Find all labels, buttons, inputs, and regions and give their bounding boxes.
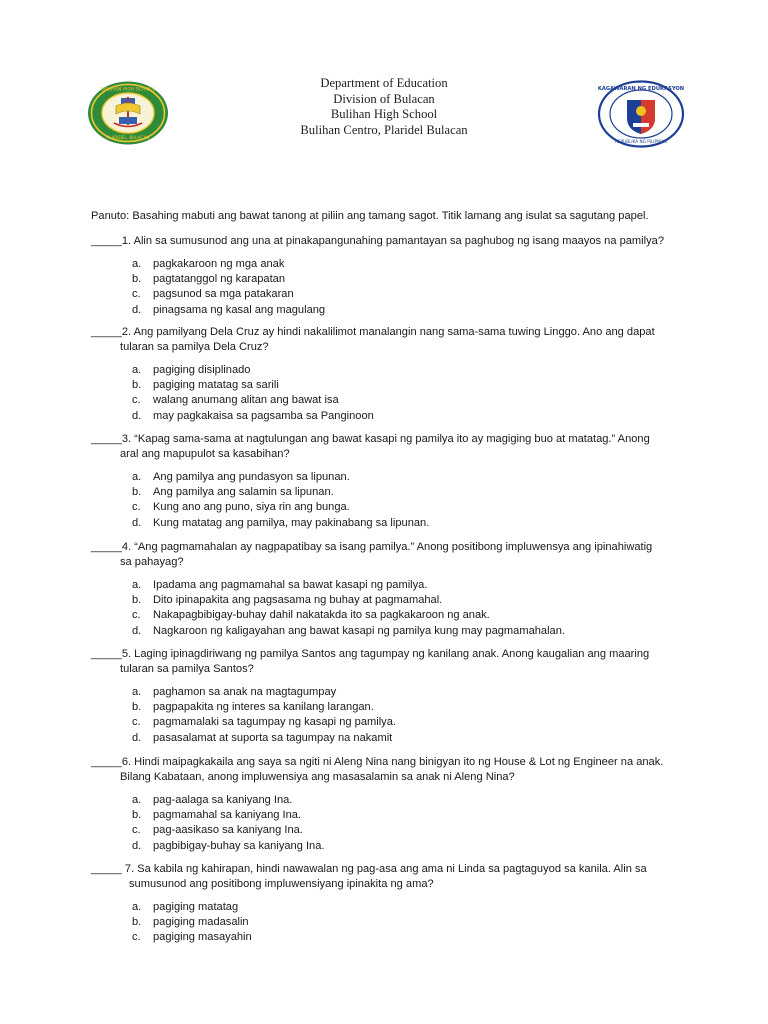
- question-text-continued: tularan sa pamilya Santos?: [120, 663, 254, 675]
- question-6: [91, 755, 691, 854]
- svg-text:BULIHAN HIGH SCHOOL: BULIHAN HIGH SCHOOL: [100, 87, 156, 93]
- choice-letter: c.: [132, 824, 141, 837]
- choice-c: [132, 608, 691, 623]
- choice-text: pasasalamat at suporta sa tagumpay na nakamit: [153, 731, 393, 744]
- choice-list: [132, 578, 691, 639]
- header-school: Bulihan High School: [330, 107, 438, 121]
- choice-text: Ang pamilya ang salamin sa lipunan.: [153, 486, 334, 499]
- deped-seal-icon: [597, 80, 685, 148]
- choice-letter: a.: [132, 258, 142, 270]
- question-text-continued: Bilang Kabataan, anong impluwensiya ang masasalamin sa anak ni Aleng Nina?: [120, 771, 515, 783]
- choice-text: pinagsama ng kasal ang magulang: [153, 303, 326, 316]
- choice-letter: b.: [132, 809, 142, 822]
- choice-b: [132, 808, 691, 823]
- question-text-continued: aral ang mapupulot sa kasabihan?: [120, 448, 290, 460]
- svg-text:KAGAWARAN NG EDUKASYON: KAGAWARAN NG EDUKASYON: [597, 86, 685, 92]
- choice-letter: c.: [132, 716, 141, 729]
- choice-c: [132, 500, 691, 515]
- question-text: _____ 7. Sa kabila ng kahirapan, hindi nawawalan ng pag-asa ang ama ni Linda sa pagtaguyod sa kanila. Alin sa: [91, 863, 647, 875]
- question-2: [91, 325, 691, 424]
- choice-letter: a.: [132, 901, 142, 913]
- choice-list: [132, 685, 691, 746]
- choice-a: [132, 685, 691, 700]
- choice-letter: d.: [132, 731, 142, 744]
- choice-b: [132, 700, 691, 715]
- question-1: [91, 234, 691, 318]
- choice-letter: b.: [132, 486, 142, 499]
- choice-a: [132, 900, 691, 915]
- choice-letter: a.: [132, 471, 142, 483]
- choice-text: pagbibigay-buhay sa kaniyang Ina.: [153, 839, 325, 852]
- choice-letter: a.: [132, 794, 142, 806]
- choice-letter: c.: [132, 501, 141, 514]
- choice-text: Ang pamilya ang pundasyon sa lipunan.: [153, 471, 350, 483]
- choice-letter: b.: [132, 273, 142, 286]
- choice-text: Kung matatag ang pamilya, may pakinabang sa lipunan.: [153, 516, 430, 529]
- choice-c: [132, 930, 691, 945]
- choice-text: pag-aalaga sa kaniyang Ina.: [153, 794, 293, 806]
- choice-b: [132, 485, 691, 500]
- choice-text: pagpapakita ng interes sa kanilang larangan.: [153, 701, 374, 714]
- question-text-continued: sa pahayag?: [120, 556, 184, 568]
- choice-letter: b.: [132, 379, 142, 392]
- question-text-continued: sumusunod ang positibong impluwensiyang ipinakita ng ama?: [129, 878, 434, 890]
- choice-text: pagiging matatag: [153, 901, 239, 913]
- instructions: Panuto: Basahing mabuti ang bawat tanong at piliin ang tamang sagot. Titik lamang ang isulat sa sagutang papel.: [91, 210, 649, 222]
- choice-a: [132, 363, 691, 378]
- choice-text: pagsunod sa mga patakaran: [153, 288, 294, 301]
- choice-a: [132, 793, 691, 808]
- question-text: _____4. “Ang pagmamahalan ay nagpapatibay sa isang pamilya.” Anong positibong impluwensya ang ipinahiwatig: [91, 541, 653, 553]
- choice-d: [132, 303, 691, 318]
- question-7: [91, 862, 691, 946]
- choice-text: Nagkaroon ng kaligayahan ang bawat kasapi ng pamilya kung may pagmamahalan.: [153, 624, 565, 637]
- question-5: [91, 647, 691, 746]
- header-address: Bulihan Centro, Plaridel Bulacan: [300, 122, 468, 137]
- choice-b: [132, 593, 691, 608]
- choice-letter: c.: [132, 394, 141, 407]
- question-text: _____3. “Kapag sama-sama at nagtulungan ang bawat kasapi ng pamilya ito ay magiging buo at matatag.” Anong: [91, 433, 650, 445]
- choice-a: [132, 470, 691, 485]
- question-text: _____2. Ang pamilyang Dela Cruz ay hindi nakalilimot manalangin nang sama-sama tuwing Linggo. Ano ang dapat: [91, 326, 655, 338]
- choice-text: may pagkakaisa sa pagsamba sa Panginoon: [153, 409, 374, 422]
- choice-list: [132, 470, 691, 531]
- choice-text: pagtatanggol ng karapatan: [153, 273, 286, 286]
- choice-letter: c.: [132, 931, 141, 944]
- choice-c: [132, 823, 691, 838]
- choice-list: [132, 900, 691, 946]
- choice-letter: d.: [132, 409, 142, 422]
- choice-text: walang anumang alitan ang bawat isa: [153, 394, 339, 407]
- choice-text: pagiging disiplinado: [153, 364, 251, 376]
- choice-d: [132, 409, 691, 424]
- choice-a: [132, 257, 691, 272]
- svg-text:PLARIDEL, BULACAN: PLARIDEL, BULACAN: [106, 135, 150, 140]
- header-division: Division of Bulacan: [333, 91, 435, 106]
- choice-letter: d.: [132, 839, 142, 852]
- header-department: Department of Education: [320, 76, 448, 90]
- choice-text: pagmamalaki sa tagumpay ng kasapi ng pamilya.: [153, 716, 396, 729]
- choice-letter: a.: [132, 364, 142, 376]
- choice-text: pagmamahal sa kaniyang Ina.: [153, 809, 302, 822]
- choice-letter: c.: [132, 288, 141, 301]
- choice-text: Dito ipinapakita ang pagsasama ng buhay at pagmamahal.: [153, 594, 443, 607]
- choice-list: [132, 257, 691, 318]
- choice-text: Nakapagbibigay-buhay dahil nakatakda ito sa pagkakaroon ng anak.: [153, 609, 490, 622]
- choice-letter: b.: [132, 701, 142, 714]
- choice-b: [132, 272, 691, 287]
- question-4: [91, 540, 691, 639]
- choice-letter: b.: [132, 594, 142, 607]
- choice-text: pag-aasikaso sa kaniyang Ina.: [153, 824, 303, 837]
- question-text: _____6. Hindi maipagkakaila ang saya sa ngiti ni Aleng Nina nang binigyan ito ng House & Lot ng Engineer na anak.: [91, 756, 664, 768]
- choice-b: [132, 915, 691, 930]
- choice-list: [132, 793, 691, 854]
- choice-list: [132, 363, 691, 424]
- choice-text: pagkakaroon ng mga anak: [153, 258, 285, 270]
- choice-letter: d.: [132, 516, 142, 529]
- choice-text: Ipadama ang pagmamahal sa bawat kasapi ng pamilya.: [153, 579, 428, 591]
- question-3: [91, 432, 691, 531]
- choice-letter: d.: [132, 303, 142, 316]
- choice-d: [132, 624, 691, 639]
- question-text-continued: tularan sa pamilya Dela Cruz?: [120, 341, 269, 353]
- choice-d: [132, 516, 691, 531]
- choice-text: paghamon sa anak na magtagumpay: [153, 686, 337, 698]
- choice-d: [132, 731, 691, 746]
- choice-c: [132, 715, 691, 730]
- choice-letter: c.: [132, 609, 141, 622]
- choice-b: [132, 378, 691, 393]
- choice-text: pagiging madasalin: [153, 916, 249, 929]
- choice-c: [132, 393, 691, 408]
- choice-letter: a.: [132, 579, 142, 591]
- question-text: _____1. Alin sa sumusunod ang una at pinakapangunahing pamantayan sa paghubog ng isang maayos na pamilya?: [91, 235, 664, 247]
- choice-text: Kung ano ang puno, siya rin ang bunga.: [153, 501, 350, 514]
- choice-c: [132, 287, 691, 302]
- choice-letter: a.: [132, 686, 142, 698]
- choice-letter: d.: [132, 624, 142, 637]
- svg-text:REPUBLIKA NG PILIPINAS: REPUBLIKA NG PILIPINAS: [615, 139, 667, 144]
- choice-a: [132, 578, 691, 593]
- choice-text: pagiging masayahin: [153, 931, 252, 944]
- choice-letter: b.: [132, 916, 142, 929]
- choice-d: [132, 839, 691, 854]
- question-text: _____5. Laging ipinagdiriwang ng pamilya Santos ang tagumpay ng kanilang anak. Anong kaugalian ang maaring: [91, 648, 650, 660]
- choice-text: pagiging matatag sa sarili: [153, 379, 279, 392]
